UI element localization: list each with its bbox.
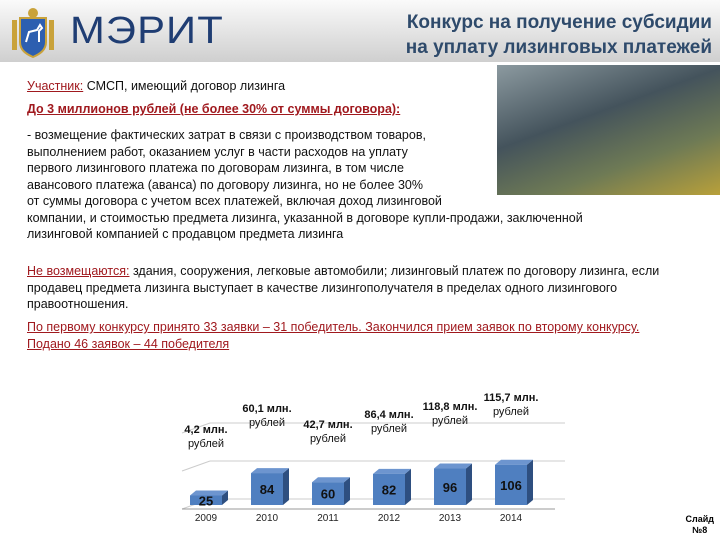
bar-side (466, 464, 472, 505)
reimbursement-text (27, 127, 667, 243)
amount-heading: До 3 миллионов рублей (не более 30% от суммы договора): (27, 102, 401, 116)
reimbursement-line: компании, и стоимостью предмета лизинга, указанной в договоре купли-продажи, заключенной (27, 210, 583, 225)
annotation-amount: 42,7 млн. (303, 419, 353, 431)
coat-of-arms-icon (8, 6, 58, 62)
bar-value-label: 106 (500, 477, 522, 493)
reimbursement-line: первого лизингового платежа по договорам лизинга, в том числе (27, 161, 404, 175)
annotation-unit: рублей (248, 417, 286, 429)
bar-side (527, 460, 533, 505)
participant: Участник: СМСП, имеющий договор лизинга (27, 79, 286, 93)
bar-top (251, 468, 289, 473)
reimbursement-line: авансового платежа (аванса) по договору лизинга, но не более 30% (27, 177, 423, 192)
bar-top (434, 464, 472, 469)
bar-side (405, 469, 411, 505)
page-title: Конкурс на получение субсидии на уплату лизинговых платежей (405, 12, 712, 58)
x-tick-label: 2011 (317, 513, 339, 524)
annotation-unit: рублей (187, 438, 225, 450)
bar-top (373, 469, 411, 474)
x-tick-label: 2013 (438, 513, 462, 524)
bar-chart (170, 385, 570, 525)
bar-side (283, 468, 289, 505)
bar-value-label: 25 (198, 493, 214, 509)
bar-value-label: 96 (442, 479, 458, 495)
gridline-side (182, 461, 210, 471)
annotation-amount: 115,7 млн. (483, 392, 539, 404)
annotation-amount: 86,4 млн. (364, 409, 414, 421)
annotation-unit: рублей (492, 406, 530, 418)
x-tick-label: 2014 (499, 513, 523, 524)
annotation-unit: рублей (309, 433, 347, 445)
bar-value-label: 82 (381, 482, 397, 498)
not-reimbursed: Не возмещаются: здания, сооружения, легковые автомобили; лизинговый платеж по договору лизинга, если продавец предмета лизинга выступает в качестве лизингополучателя в пределах одного лизингового правоотношения. (27, 264, 660, 311)
annotation-amount: 4,2 млн. (184, 424, 228, 436)
reimbursement-line: - возмещение фактических затрат в связи с производством товаров, (27, 128, 426, 142)
bar-top (312, 477, 350, 482)
bar-value-label: 84 (259, 482, 275, 498)
reimbursement-line: выполнением работ, оказанием услуг в части расходов на уплату (27, 144, 408, 159)
annotation-amount: 118,8 млн. (422, 401, 478, 413)
x-tick-label: 2010 (255, 513, 279, 524)
x-tick-label: 2012 (377, 513, 401, 524)
bar-top (495, 460, 533, 465)
header (0, 0, 720, 62)
slide-number: Слайд №8 (685, 514, 714, 535)
reimbursement-line: от суммы договора с учетом всех платежей, включая доход лизинговой (27, 194, 442, 208)
x-tick-label: 2009 (194, 513, 218, 524)
annotation-unit: рублей (370, 423, 408, 435)
contest-note: По первому конкурсу принято 33 заявки – 31 победитель. Закончился прием заявок по второму конкурсу. Подано 46 заявок – 44 победителя (27, 320, 640, 351)
reimbursement-line: лизинговой компанией с продавцом предмета лизинга (27, 227, 344, 241)
annotation-amount: 60,1 млн. (242, 403, 292, 415)
bar-value-label: 60 (320, 486, 336, 502)
logo: МЭРИТ (70, 10, 224, 52)
annotation-unit: рублей (431, 415, 469, 427)
